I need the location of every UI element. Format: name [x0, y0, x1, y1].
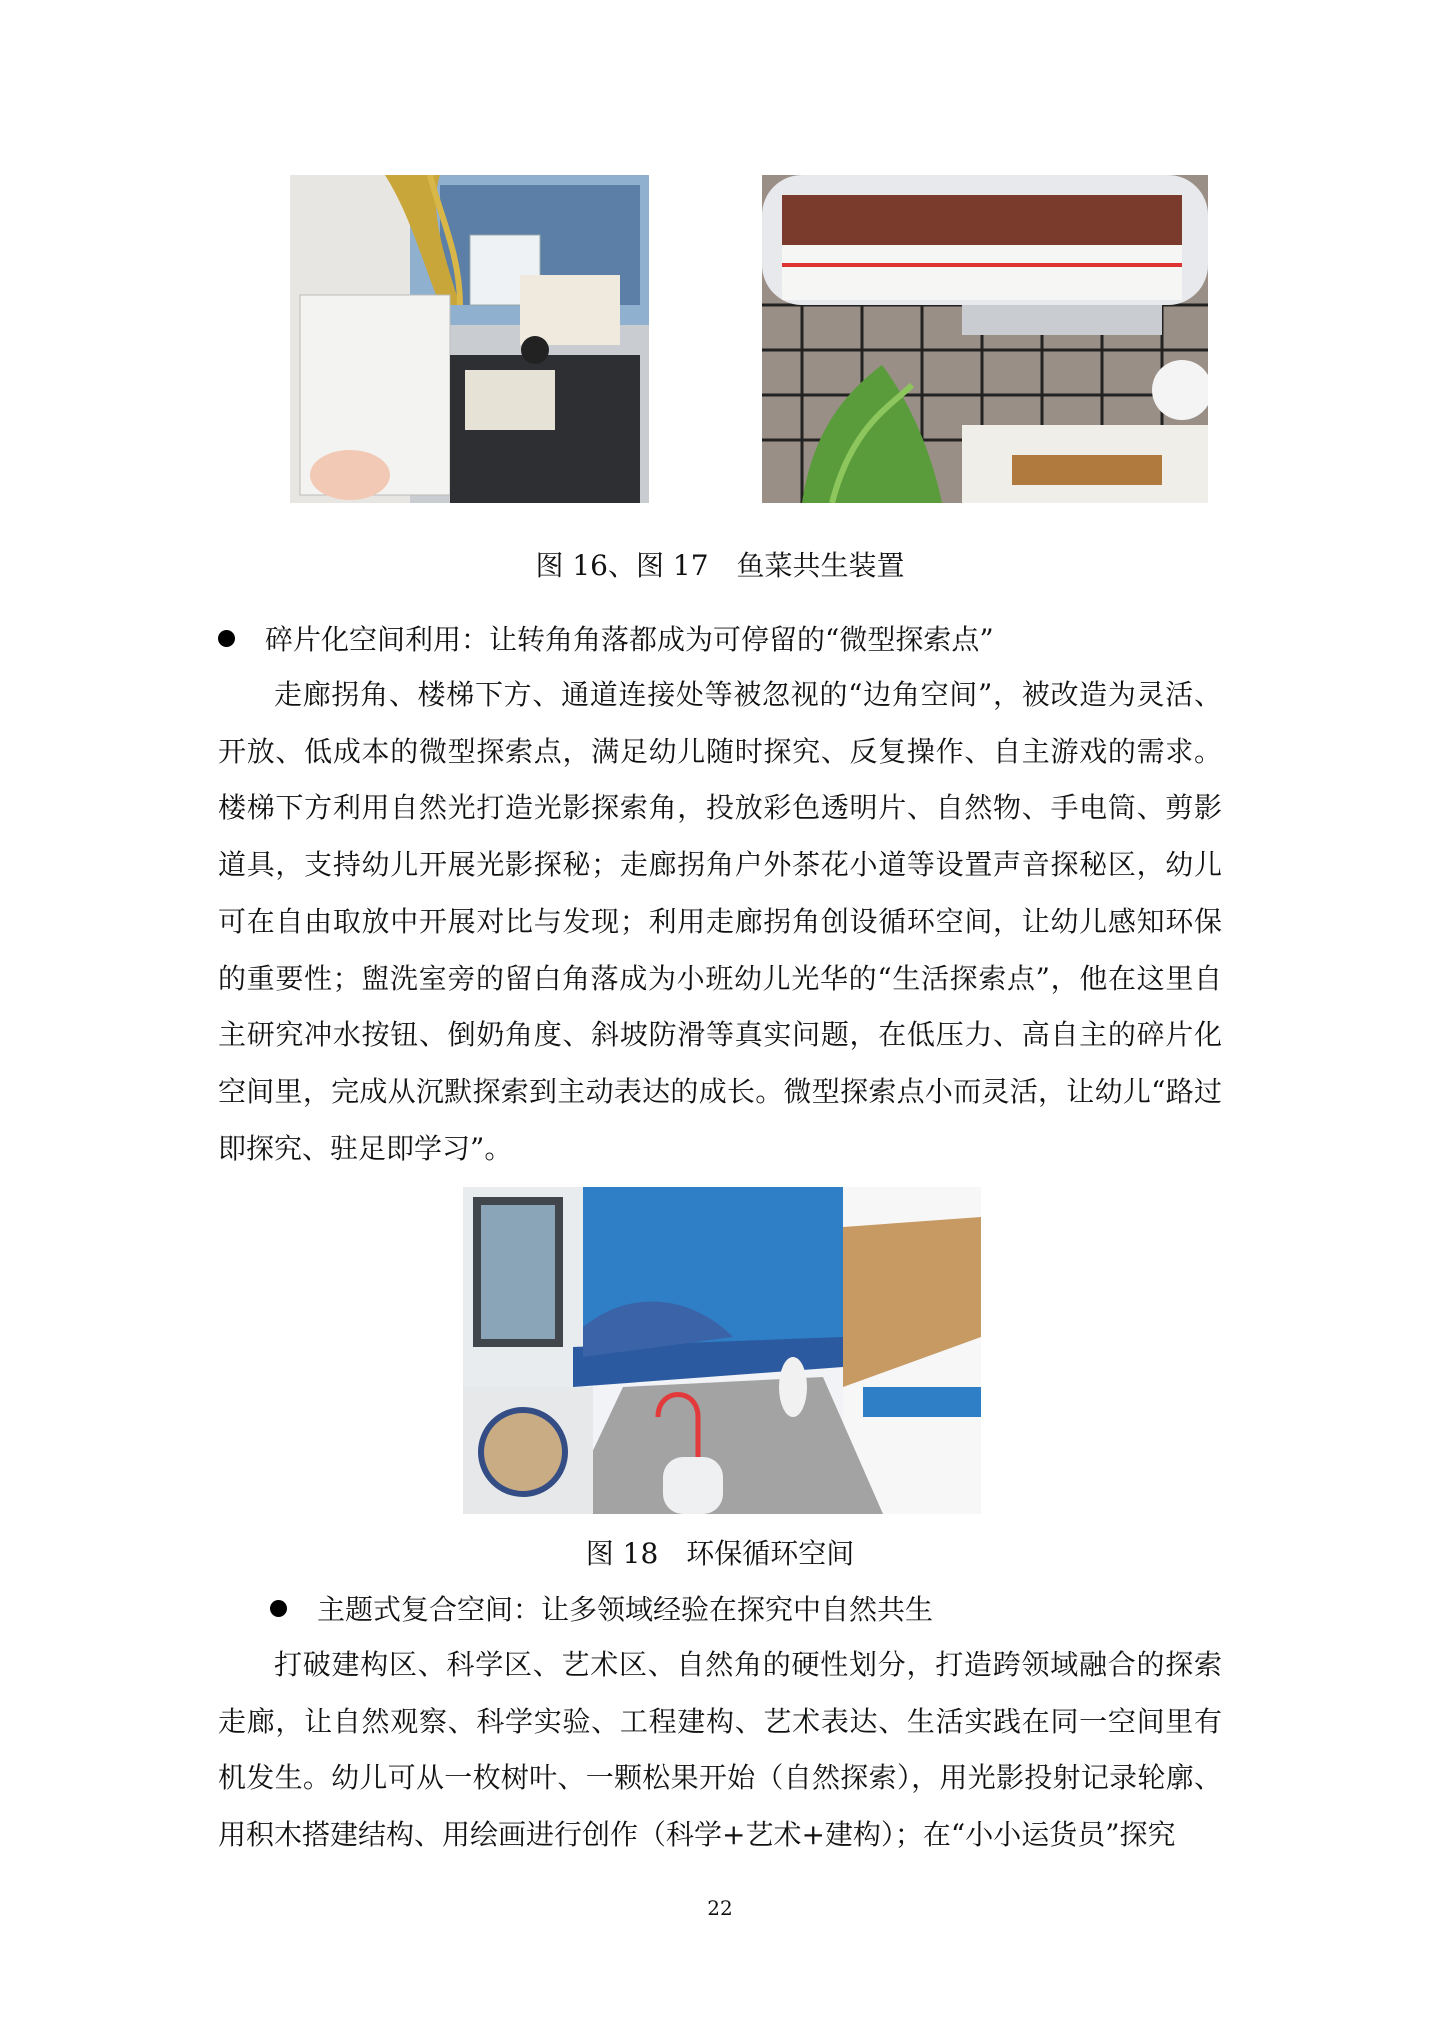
figure-18-photo	[463, 1187, 981, 1514]
section-1-heading-text: 碎片化空间利用：让转角角落都成为可停留的“微型探索点”	[265, 623, 994, 656]
section-2-heading	[270, 1588, 933, 1628]
page-number: 22	[707, 1896, 733, 1920]
section-2-heading-text: 主题式复合空间：让多领域经验在探究中自然共生	[317, 1593, 934, 1626]
section-1-paragraph: 走廊拐角、楼梯下方、通道连接处等被忽视的“边角空间”，被改造为灵活、开放、低成本的微型探索点，满足幼儿随时探究、反复操作、自主游戏的需求。楼梯下方利用自然光打造光影探索角，投放彩色透明片、自然物、手电筒、剪影道具，支持幼儿开展光影探秘；走廊拐角户外茶花小道等设置声音探秘区，幼儿可在自由取放中开展对比与发现；利用走廊拐角创设循环空间，让幼儿感知环保的重要性；盥洗室旁的留白角落成为小班幼儿光华的“生活探索点”，他在这里自主研究冲水按钮、倒奶角度、斜坡防滑等真实问题，在低压力、高自主的碎片化空间里，完成从沉默探索到主动表达的成长。微型探索点小而灵活，让幼儿“路过即探究、驻足即学习”。	[218, 678, 1222, 1165]
section-1-heading	[218, 618, 994, 658]
figure-17-photo	[762, 175, 1208, 503]
bullet-dot	[218, 630, 235, 647]
figure-16-photo	[290, 175, 649, 503]
section-2-paragraph: 打破建构区、科学区、艺术区、自然角的硬性划分，打造跨领域融合的探索走廊，让自然观察、科学实验、工程建构、艺术表达、生活实践在同一空间里有机发生。幼儿可从一枚树叶、一颗松果开始（自然探索），用光影投射记录轮廓、用积木搭建结构、用绘画进行创作（科学+艺术+建构）；在“小小运货员”探究	[218, 1648, 1222, 1852]
bullet-dot	[270, 1600, 287, 1617]
figure-16-17-caption: 图 16、图 17 鱼菜共生装置	[535, 549, 905, 582]
figure-18-caption: 图 18 环保循环空间	[585, 1537, 855, 1570]
